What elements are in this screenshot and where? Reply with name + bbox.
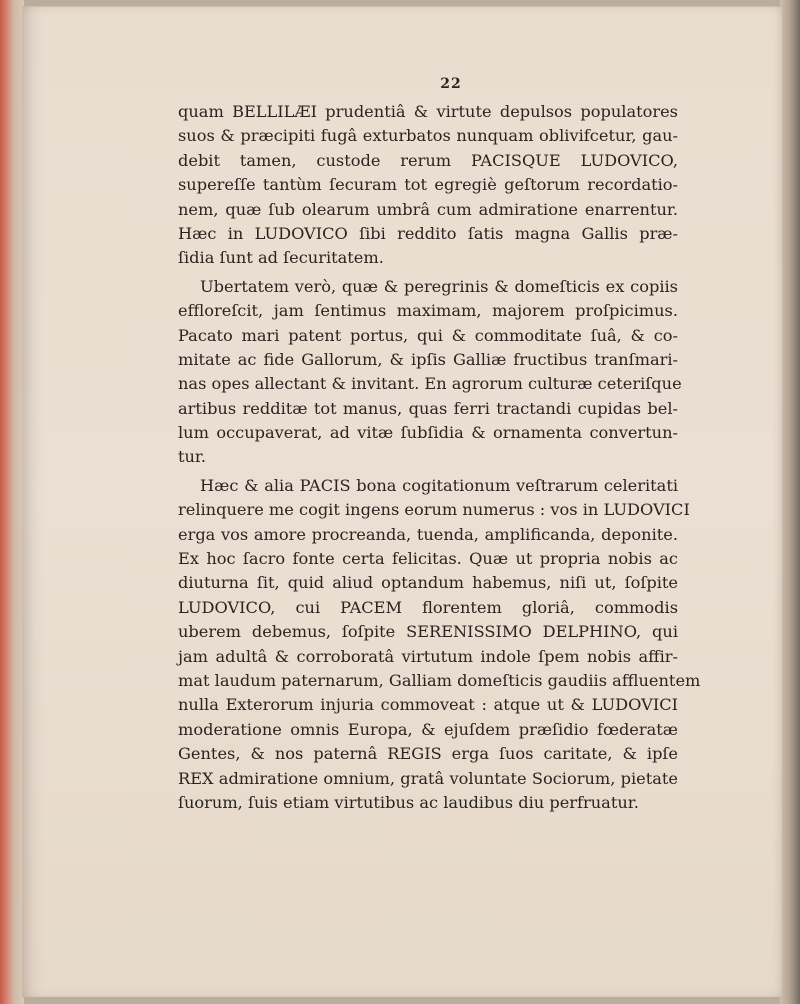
text-line: LUDOVICO, cui PACEM florentem gloriâ, commodis <box>178 597 678 617</box>
text-line: effloreſcit, jam ſentimus maximam, majorem proſpicimus. <box>178 301 678 321</box>
text-line: jam adultâ & corroboratâ virtutum indole ſpem nobis affir- <box>178 646 678 666</box>
text-line: lum occupaverat, ad vitæ ſubſidia & ornamenta convertun- <box>178 423 678 443</box>
page-number: 22 <box>440 76 462 92</box>
text-line: artibus redditæ tot manus, quas ferri tractandi cupidas bel- <box>178 398 678 418</box>
text-line: Hæc in LUDOVICO ſibi reddito ſatis magna Gallis præ- <box>178 223 678 243</box>
text-line: quam BELLILÆI prudentiâ & virtute depulsos populatores <box>178 102 678 121</box>
text-line: debit tamen, custode rerum PACISQUE LUDOVICO, <box>178 150 678 170</box>
text-line: uberem debemus, ſoſpite SERENISSIMO DELPHINO, qui <box>178 622 678 642</box>
text-line: mitate ac fide Gallorum, & ipſis Galliæ fructibus tranſmari- <box>178 349 678 369</box>
text-line: tur. <box>178 447 207 467</box>
text-line: diuturna ſit, quid aliud optandum habemus, niſi ut, ſoſpite <box>178 573 678 593</box>
text-line: moderatione omnis Europa, & ejuſdem præſidio fœderatæ <box>178 719 678 739</box>
text-line: relinquere me cogit ingens eorum numerus : vos in LUDOVICI <box>178 500 690 520</box>
text-line: erga vos amore procreanda, tuenda, amplificanda, deponite. <box>178 524 678 544</box>
text-line: Pacato mari patent portus, qui & commoditate ſuâ, & co- <box>178 325 678 345</box>
text-line: nulla Exterorum injuria commoveat : atque ut & LUDOVICI <box>178 695 678 715</box>
text-line: Hæc & alia PACIS bona cogitationum veſtrarum celeritati <box>200 475 678 495</box>
text-line: mat laudum paternarum, Galliam domeſticis gaudiis affluentem <box>178 670 701 690</box>
text-line: REX admiratione omnium, gratâ voluntate Sociorum, pietate <box>178 768 678 788</box>
text-line: suos & præcipiti fugâ exturbatos nunquam oblivifcetur, gau- <box>178 126 678 146</box>
text-line: supereſſe tantùm ſecuram tot egregiè geſtorum recordatio- <box>178 175 678 195</box>
body-text <box>178 100 701 815</box>
paragraph-1 <box>178 100 678 271</box>
text-line: Ex hoc ſacro fonte certa felicitas. Quæ ut propria nobis ac <box>178 549 678 569</box>
paragraph-3 <box>178 474 701 815</box>
text-line: nem, quæ ſub olearum umbrâ cum admiratione enarrentur. <box>178 199 678 219</box>
text-line: nas opes allectant & invitant. En agrorum culturæ ceteriſque <box>178 374 682 394</box>
text-line: ſuorum, ſuis etiam virtutibus ac laudibus diu perfruatur. <box>178 792 639 812</box>
text-line: Gentes, & nos paternâ REGIS erga ſuos caritate, & ipſe <box>178 744 678 764</box>
text-line: ſidia ſunt ad ſecuritatem. <box>178 248 384 268</box>
page-right-edge <box>780 0 800 1004</box>
paragraph-2 <box>178 275 682 470</box>
book-spine-edge <box>0 0 24 1004</box>
text-line: Ubertatem verò, quæ & peregrinis & domeſticis ex copiis <box>200 276 678 296</box>
